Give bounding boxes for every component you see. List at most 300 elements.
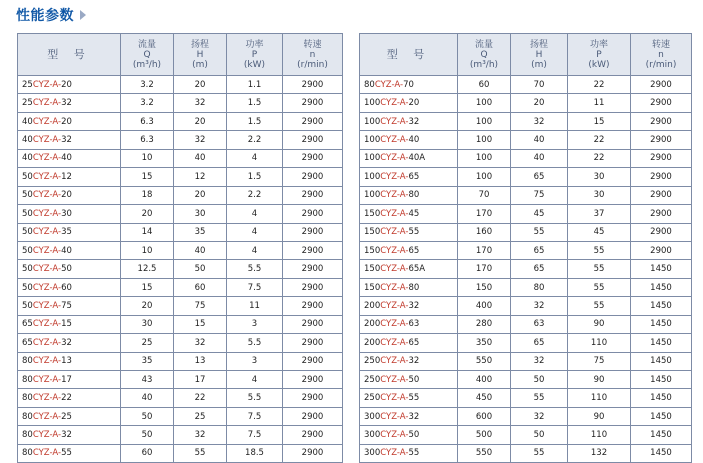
flow-cell: 50 [121, 407, 174, 425]
model-series-code: CYZ-A- [380, 171, 409, 182]
speed-cell: 1450 [631, 260, 692, 278]
head-cell: 20 [511, 94, 568, 112]
power-cell: 4 [227, 371, 283, 389]
power-column-header: 功率 P (kW) [568, 34, 631, 76]
model-cell [18, 297, 121, 315]
power-cell: 90 [568, 315, 631, 333]
model-series-code: CYZ-A- [380, 337, 409, 348]
model-series-code: CYZ-A- [380, 190, 409, 201]
head-cell: 50 [511, 426, 568, 444]
flow-cell: 60 [121, 444, 174, 462]
power-cell: 55 [568, 278, 631, 296]
model-variant: 45 [408, 208, 420, 219]
model-series-code: CYZ-A- [380, 264, 409, 275]
model-variant: 40 [408, 135, 420, 146]
speed-cell: 2900 [283, 444, 343, 462]
model-variant: 30 [61, 208, 72, 219]
table-row [360, 297, 692, 315]
model-size: 50 [22, 245, 33, 256]
head-cell: 55 [511, 223, 568, 241]
model-variant: 50 [61, 264, 72, 275]
flow-cell: 25 [121, 334, 174, 352]
head-cell: 65 [511, 334, 568, 352]
model-cell [360, 426, 458, 444]
flow-cell: 100 [458, 131, 511, 149]
speed-cell: 2900 [631, 241, 692, 259]
model-cell [18, 389, 121, 407]
speed-cell: 2900 [283, 186, 343, 204]
model-size: 50 [22, 300, 33, 311]
power-cell: 110 [568, 426, 631, 444]
speed-cell: 2900 [283, 371, 343, 389]
head-cell: 20 [174, 112, 227, 130]
model-series-code: CYZ-A- [380, 98, 409, 109]
power-cell: 22 [568, 149, 631, 167]
power-cell: 5.5 [227, 260, 283, 278]
table-row [360, 389, 692, 407]
model-variant: 65A [408, 264, 426, 275]
model-series-code: CYZ-A- [32, 171, 62, 182]
model-variant: 55 [408, 227, 420, 238]
speed-cell: 2900 [631, 94, 692, 112]
table-row [18, 352, 343, 370]
table-row [18, 94, 343, 112]
model-series-code: CYZ-A- [32, 337, 62, 348]
head-cell: 22 [174, 389, 227, 407]
model-cell [360, 223, 458, 241]
model-series-code: CYZ-A- [32, 208, 62, 219]
power-cell: 3 [227, 352, 283, 370]
model-cell [360, 352, 458, 370]
table-row [360, 168, 692, 186]
table-row [18, 297, 343, 315]
model-variant: 65 [408, 245, 420, 256]
spec-table-right-body [360, 76, 692, 463]
table-row [360, 186, 692, 204]
model-series-code: CYZ-A- [32, 319, 62, 330]
flow-cell: 70 [458, 186, 511, 204]
speed-cell: 2900 [631, 186, 692, 204]
power-cell: 55 [568, 241, 631, 259]
model-size: 300 [364, 411, 381, 422]
model-size: 100 [364, 116, 381, 127]
model-series-code: CYZ-A- [32, 300, 62, 311]
model-variant: 25 [61, 411, 72, 422]
power-cell: 18.5 [227, 444, 283, 462]
model-cell [18, 186, 121, 204]
model-variant: 32 [408, 356, 420, 367]
model-series-code: CYZ-A- [32, 245, 62, 256]
model-cell [18, 278, 121, 296]
model-cell [360, 186, 458, 204]
model-series-code: CYZ-A- [32, 356, 62, 367]
flow-cell: 400 [458, 297, 511, 315]
flow-cell: 20 [121, 205, 174, 223]
model-series-code: CYZ-A- [32, 227, 62, 238]
model-series-code: CYZ-A- [32, 393, 62, 404]
model-variant: 32 [61, 337, 72, 348]
power-cell: 55 [568, 297, 631, 315]
model-size: 40 [22, 153, 33, 164]
model-size: 100 [364, 98, 381, 109]
table-row [360, 112, 692, 130]
model-cell [360, 76, 458, 94]
model-size: 65 [22, 319, 33, 330]
spec-table-left-body [18, 76, 343, 463]
speed-cell: 2900 [631, 76, 692, 94]
flow-cell: 100 [458, 112, 511, 130]
flow-column-header: 流量 Q (m³/h) [458, 34, 511, 76]
model-size: 250 [364, 356, 381, 367]
model-cell [18, 149, 121, 167]
model-cell [18, 444, 121, 462]
model-size: 100 [364, 153, 381, 164]
flow-cell: 6.3 [121, 131, 174, 149]
table-row [360, 444, 692, 462]
head-cell: 60 [174, 278, 227, 296]
model-variant: 65 [408, 337, 420, 348]
model-cell [18, 131, 121, 149]
speed-cell: 2900 [283, 168, 343, 186]
model-variant: 32 [61, 135, 72, 146]
head-cell: 40 [174, 149, 227, 167]
model-series-code: CYZ-A- [32, 282, 62, 293]
table-row [18, 315, 343, 333]
spec-table-right [359, 33, 692, 463]
flow-cell: 100 [458, 149, 511, 167]
table-row [18, 186, 343, 204]
model-cell [18, 112, 121, 130]
model-variant: 32 [408, 411, 420, 422]
flow-cell: 15 [121, 168, 174, 186]
flow-cell: 500 [458, 426, 511, 444]
model-series-code: CYZ-A- [380, 430, 409, 441]
model-variant: 17 [61, 374, 72, 385]
flow-cell: 170 [458, 241, 511, 259]
table-row [18, 389, 343, 407]
model-variant: 13 [61, 356, 72, 367]
flow-cell: 350 [458, 334, 511, 352]
speed-cell: 2900 [631, 149, 692, 167]
power-cell: 90 [568, 371, 631, 389]
model-variant: 20 [408, 98, 420, 109]
model-cell [18, 371, 121, 389]
flow-cell: 10 [121, 149, 174, 167]
power-cell: 4 [227, 149, 283, 167]
model-size: 100 [364, 171, 381, 182]
power-cell: 11 [568, 94, 631, 112]
model-series-code: CYZ-A- [32, 98, 62, 109]
model-size: 50 [22, 264, 33, 275]
head-cell: 63 [511, 315, 568, 333]
power-cell: 22 [568, 76, 631, 94]
model-size: 50 [22, 171, 33, 182]
power-cell: 2.2 [227, 131, 283, 149]
head-cell: 45 [511, 205, 568, 223]
speed-cell: 2900 [283, 94, 343, 112]
model-size: 80 [364, 79, 375, 90]
head-cell: 32 [174, 131, 227, 149]
flow-cell: 550 [458, 352, 511, 370]
power-cell: 7.5 [227, 426, 283, 444]
power-cell: 30 [568, 168, 631, 186]
power-cell: 45 [568, 223, 631, 241]
table-row [18, 260, 343, 278]
power-cell: 7.5 [227, 278, 283, 296]
head-column-header: 扬程 H (m) [174, 34, 227, 76]
power-cell: 30 [568, 186, 631, 204]
speed-cell: 2900 [283, 241, 343, 259]
power-cell: 4 [227, 223, 283, 241]
flow-cell: 30 [121, 315, 174, 333]
power-cell: 132 [568, 444, 631, 462]
model-series-code: CYZ-A- [32, 135, 62, 146]
model-cell [360, 278, 458, 296]
speed-cell: 2900 [283, 260, 343, 278]
speed-cell: 2900 [283, 278, 343, 296]
model-cell [18, 407, 121, 425]
table-row [18, 334, 343, 352]
model-variant: 40A [408, 153, 426, 164]
model-variant: 32 [408, 300, 420, 311]
model-size: 25 [22, 98, 33, 109]
power-cell: 3 [227, 315, 283, 333]
flow-cell: 10 [121, 241, 174, 259]
model-variant: 32 [408, 116, 420, 127]
model-variant: 20 [61, 190, 72, 201]
model-column-header: 型 号 [18, 34, 121, 76]
table-row [18, 371, 343, 389]
head-cell: 32 [511, 112, 568, 130]
table-row [360, 407, 692, 425]
model-series-code: CYZ-A- [374, 79, 404, 90]
model-cell [360, 315, 458, 333]
flow-cell: 170 [458, 205, 511, 223]
speed-cell: 2900 [631, 131, 692, 149]
head-cell: 13 [174, 352, 227, 370]
model-size: 100 [364, 135, 381, 146]
model-size: 50 [22, 208, 33, 219]
head-column-header: 扬程 H (m) [511, 34, 568, 76]
model-variant: 55 [408, 393, 420, 404]
model-variant: 12 [61, 171, 72, 182]
model-series-code: CYZ-A- [380, 411, 409, 422]
table-row [18, 131, 343, 149]
model-size: 80 [22, 430, 33, 441]
power-cell: 55 [568, 260, 631, 278]
model-variant: 40 [61, 245, 72, 256]
model-series-code: CYZ-A- [380, 300, 409, 311]
flow-cell: 3.2 [121, 94, 174, 112]
table-row [18, 223, 343, 241]
head-cell: 32 [511, 407, 568, 425]
speed-cell: 2900 [283, 297, 343, 315]
head-cell: 75 [511, 186, 568, 204]
model-variant: 60 [61, 282, 72, 293]
model-size: 150 [364, 245, 381, 256]
model-variant: 32 [61, 98, 72, 109]
head-cell: 40 [511, 131, 568, 149]
model-cell [18, 205, 121, 223]
speed-cell: 2900 [631, 168, 692, 186]
table-row [18, 241, 343, 259]
power-cell: 15 [568, 112, 631, 130]
speed-cell: 2900 [283, 112, 343, 130]
speed-cell: 1450 [631, 444, 692, 462]
model-size: 150 [364, 208, 381, 219]
model-cell [360, 112, 458, 130]
head-cell: 40 [174, 241, 227, 259]
power-cell: 1.5 [227, 168, 283, 186]
flow-cell: 400 [458, 371, 511, 389]
model-size: 150 [364, 227, 381, 238]
flow-cell: 60 [458, 76, 511, 94]
head-cell: 15 [174, 315, 227, 333]
speed-cell: 2900 [283, 352, 343, 370]
model-cell [18, 241, 121, 259]
table-row [18, 205, 343, 223]
table-row [360, 241, 692, 259]
power-cell: 1.1 [227, 76, 283, 94]
model-series-code: CYZ-A- [32, 79, 62, 90]
speed-cell: 2900 [283, 426, 343, 444]
head-cell: 50 [174, 260, 227, 278]
model-series-code: CYZ-A- [32, 116, 62, 127]
model-cell [360, 389, 458, 407]
model-series-code: CYZ-A- [32, 153, 62, 164]
model-series-code: CYZ-A- [380, 208, 409, 219]
flow-cell: 450 [458, 389, 511, 407]
model-variant: 50 [408, 374, 420, 385]
table-row [360, 223, 692, 241]
model-variant: 20 [61, 79, 72, 90]
model-series-code: CYZ-A- [32, 411, 62, 422]
model-size: 40 [22, 116, 33, 127]
model-series-code: CYZ-A- [380, 135, 409, 146]
model-size: 25 [22, 79, 33, 90]
model-cell [360, 205, 458, 223]
model-size: 65 [22, 337, 33, 348]
model-variant: 22 [61, 393, 72, 404]
model-cell [18, 352, 121, 370]
flow-cell: 35 [121, 352, 174, 370]
table-row [360, 371, 692, 389]
table-row [360, 205, 692, 223]
power-cell: 1.5 [227, 112, 283, 130]
flow-cell: 15 [121, 278, 174, 296]
model-size: 50 [22, 190, 33, 201]
model-cell [360, 334, 458, 352]
model-variant: 65 [408, 171, 420, 182]
table-row [360, 352, 692, 370]
model-series-code: CYZ-A- [32, 430, 62, 441]
speed-cell: 1450 [631, 334, 692, 352]
power-cell: 4 [227, 241, 283, 259]
model-series-code: CYZ-A- [380, 116, 409, 127]
speed-cell: 2900 [631, 112, 692, 130]
model-variant: 70 [403, 79, 414, 90]
model-variant: 80 [408, 282, 420, 293]
section-title: 性能参数 [16, 8, 74, 24]
model-cell [18, 168, 121, 186]
power-cell: 5.5 [227, 389, 283, 407]
power-cell: 1.5 [227, 94, 283, 112]
flow-cell: 18 [121, 186, 174, 204]
flow-cell: 160 [458, 223, 511, 241]
model-cell [360, 371, 458, 389]
flow-cell: 170 [458, 260, 511, 278]
model-size: 200 [364, 300, 381, 311]
table-row [360, 334, 692, 352]
model-variant: 80 [408, 190, 420, 201]
model-size: 200 [364, 337, 381, 348]
table-row [18, 76, 343, 94]
model-cell [360, 444, 458, 462]
model-size: 80 [22, 356, 33, 367]
table-row [360, 76, 692, 94]
model-size: 100 [364, 190, 381, 201]
model-cell [360, 168, 458, 186]
model-size: 200 [364, 319, 381, 330]
model-series-code: CYZ-A- [32, 264, 62, 275]
flow-cell: 150 [458, 278, 511, 296]
model-size: 300 [364, 448, 381, 459]
table-row [18, 426, 343, 444]
model-cell [360, 149, 458, 167]
flow-cell: 6.3 [121, 112, 174, 130]
flow-cell: 14 [121, 223, 174, 241]
head-cell: 75 [174, 297, 227, 315]
table-row [18, 444, 343, 462]
head-cell: 32 [511, 297, 568, 315]
speed-cell: 2900 [283, 315, 343, 333]
table-row [360, 149, 692, 167]
head-cell: 30 [174, 205, 227, 223]
model-variant: 40 [61, 153, 72, 164]
head-cell: 65 [511, 260, 568, 278]
table-row [360, 131, 692, 149]
model-cell [360, 241, 458, 259]
speed-cell: 2900 [283, 205, 343, 223]
model-variant: 32 [61, 430, 72, 441]
model-cell [18, 426, 121, 444]
model-variant: 55 [61, 448, 72, 459]
power-cell: 75 [568, 352, 631, 370]
model-cell [360, 131, 458, 149]
table-row [18, 278, 343, 296]
speed-cell: 2900 [631, 205, 692, 223]
model-series-code: CYZ-A- [32, 448, 62, 459]
model-variant: 63 [408, 319, 420, 330]
head-cell: 25 [174, 407, 227, 425]
flow-cell: 50 [121, 426, 174, 444]
table-header-row [360, 34, 692, 76]
model-series-code: CYZ-A- [380, 245, 409, 256]
power-cell: 90 [568, 407, 631, 425]
model-size: 250 [364, 393, 381, 404]
table-row [18, 407, 343, 425]
model-series-code: CYZ-A- [380, 319, 409, 330]
speed-cell: 1450 [631, 297, 692, 315]
model-series-code: CYZ-A- [380, 153, 409, 164]
head-cell: 17 [174, 371, 227, 389]
table-header-row [18, 34, 343, 76]
model-variant: 15 [61, 319, 72, 330]
model-series-code: CYZ-A- [380, 227, 409, 238]
table-row [360, 94, 692, 112]
power-column-header: 功率 P (kW) [227, 34, 283, 76]
flow-cell: 100 [458, 168, 511, 186]
